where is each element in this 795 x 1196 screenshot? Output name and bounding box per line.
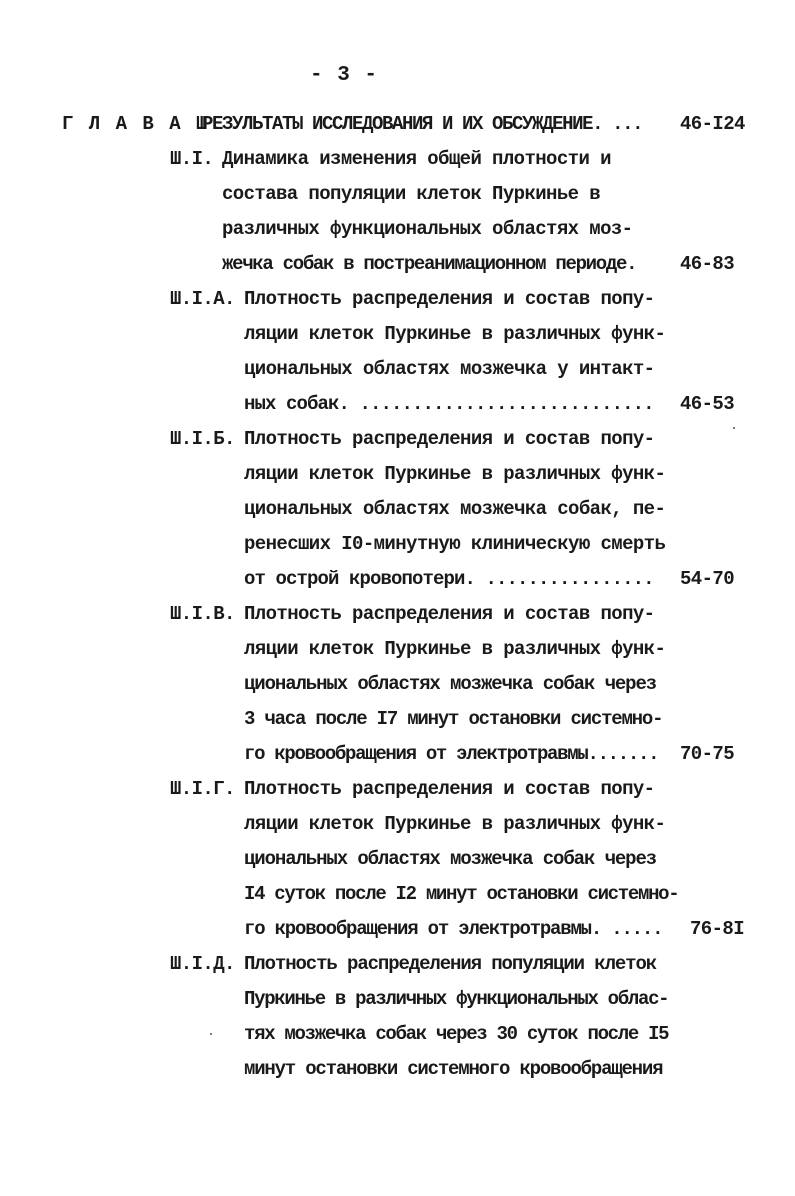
- section-number: Ш.I.: [170, 148, 214, 170]
- toc-line: Плотность распределения популяции клеток: [244, 953, 657, 975]
- toc-line: минут остановки системного кровообращения: [244, 1058, 663, 1080]
- toc-line: го кровообращения от электротравмы. .....: [244, 918, 663, 940]
- chapter-label: Г Л А В А Ш.: [62, 113, 223, 135]
- toc-line: Плотность распределения и состав попу-: [244, 778, 655, 800]
- toc-line: ляции клеток Пуркинье в различных функ-: [244, 638, 666, 660]
- toc-line: состава популяции клеток Пуркинье в: [222, 183, 601, 205]
- chapter-title: РЕЗУЛЬТАТЫ ИССЛЕДОВАНИЯ И ИХ ОБСУЖДЕНИЕ. ...: [202, 113, 643, 135]
- toc-line: I4 суток после I2 минут остановки системно-: [244, 883, 679, 905]
- section-number: Ш.I.Б.: [170, 428, 235, 450]
- toc-line: ренесших I0-минутную клиническую смерть: [244, 533, 666, 555]
- toc-line: ляции клеток Пуркинье в различных функ-: [244, 463, 666, 485]
- chapter-pages: 46-I24: [680, 113, 745, 135]
- toc-line: Плотность распределения и состав попу-: [244, 603, 655, 625]
- toc-line: циональных областях мозжечка собак через: [244, 848, 657, 870]
- toc-line: ляции клеток Пуркинье в различных функ-: [244, 323, 666, 345]
- toc-line: различных функциональных областях моз-: [222, 218, 633, 240]
- toc-line: от острой кровопотери. ................: [244, 568, 654, 590]
- page-number: - 3 -: [310, 64, 379, 87]
- section-pages: 70-75: [680, 743, 735, 765]
- toc-line: Плотность распределения и состав попу-: [244, 288, 655, 310]
- toc-line: циональных областях мозжечка собак через: [244, 673, 657, 695]
- toc-line: ляции клеток Пуркинье в различных функ-: [244, 813, 666, 835]
- section-pages: 46-53: [680, 393, 735, 415]
- toc-line: циональных областях мозжечка у интакт-: [244, 358, 655, 380]
- toc-line: Пуркинье в различных функциональных облас-: [244, 988, 669, 1010]
- toc-line: ных собак. ............................: [244, 393, 654, 415]
- toc-line: 3 часа после I7 минут остановки системно-: [244, 708, 663, 730]
- toc-line: Динамика изменения общей плотности и: [222, 148, 611, 170]
- scan-speck: [210, 1033, 212, 1035]
- section-pages: 54-70: [680, 568, 735, 590]
- toc-line: жечка собак в постреанимационном периоде.: [222, 253, 637, 275]
- section-number: Ш.I.В.: [170, 603, 235, 625]
- toc-line: Плотность распределения и состав попу-: [244, 428, 655, 450]
- section-pages: 76-8I: [690, 918, 745, 940]
- section-pages: 46-83: [680, 253, 735, 275]
- section-number: Ш.I.А.: [170, 288, 235, 310]
- section-number: Ш.I.Д.: [170, 953, 235, 975]
- toc-line: циональных областях мозжечка собак, пе-: [244, 498, 666, 520]
- scan-speck: [733, 427, 735, 429]
- toc-line: го кровообращения от электротравмы.......: [244, 743, 659, 765]
- section-number: Ш.I.Г.: [170, 778, 235, 800]
- toc-line: тях мозжечка собак через 30 суток после I5: [244, 1023, 669, 1045]
